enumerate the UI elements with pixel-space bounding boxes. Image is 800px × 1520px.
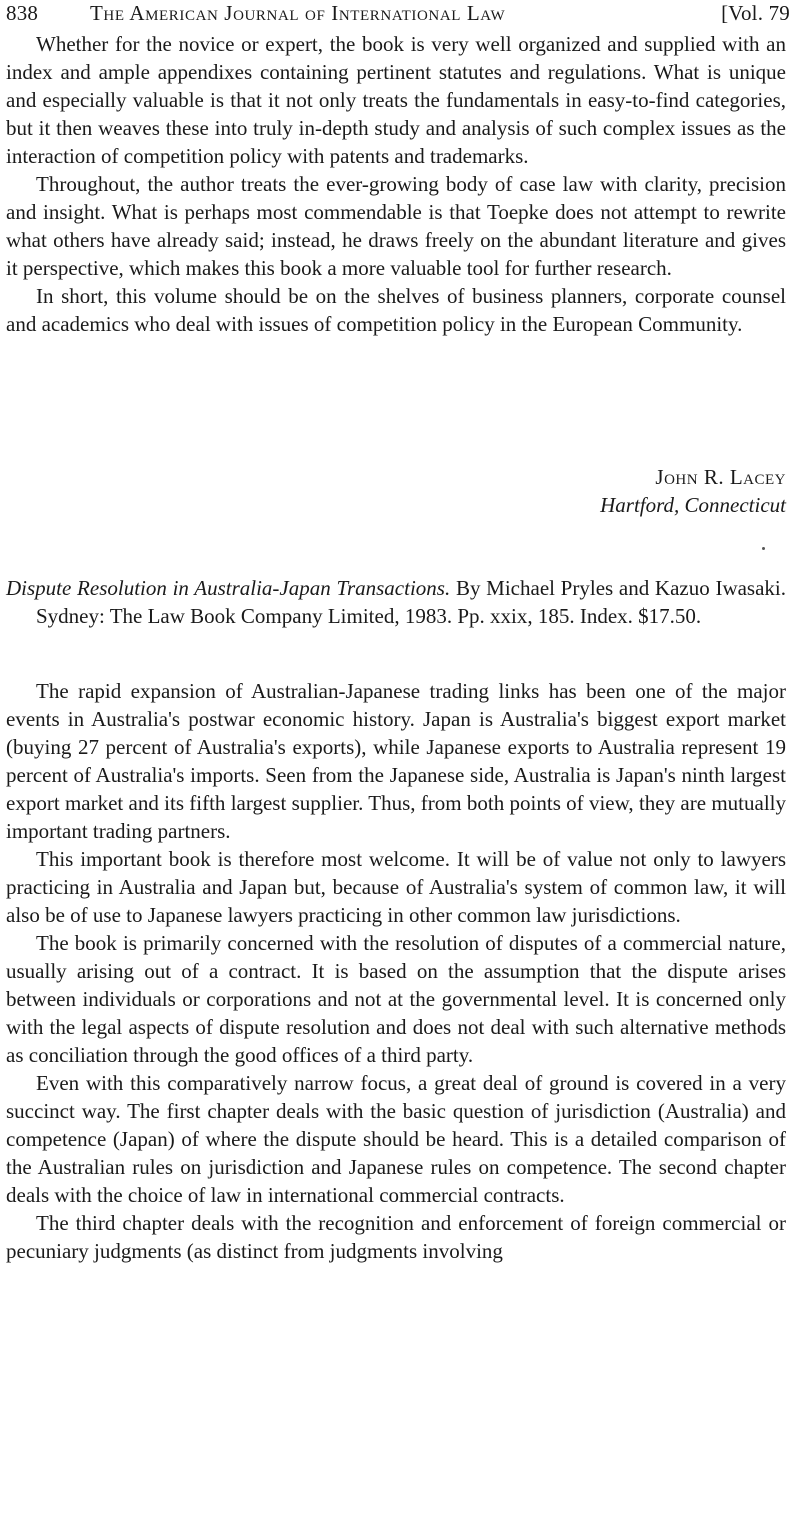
- print-speck: [762, 547, 765, 550]
- book-citation: [6, 574, 786, 630]
- book-title: Dispute Resolution in Australia-Japan Transactions.: [6, 576, 451, 600]
- review1-body: [6, 30, 786, 338]
- book-details: By Michael Pryles and Kazuo Iwasaki. Sydney: The Law Book Company Limited, 1983. Pp. xxix, 185. Index. $17.50.: [36, 576, 787, 628]
- running-head: [6, 0, 796, 26]
- review2-body: [6, 677, 786, 1265]
- review2-paragraph: The rapid expansion of Australian-Japanese trading links has been one of the major events in Australia's postwar economic history. Japan is Australia's biggest export market (buying 27 percent of Australia's exports), while Japanese exports to Australia represent 19 percent of Australia's imports. Seen from the Japanese side, Australia is Japan's ninth largest export market and its fifth largest supplier. Thus, from both points of view, they are mutually important trading partners.: [6, 679, 786, 843]
- page-number: 838: [6, 1, 39, 25]
- reviewer-name: John R. Lacey: [655, 465, 786, 489]
- reviewer-signature: [386, 463, 786, 519]
- review2-paragraph: Even with this comparatively narrow focus, a great deal of ground is covered in a very succinct way. The first chapter deals with the basic question of jurisdiction (Australia) and competence (Japan) of where the dispute should be heard. This is a detailed comparison of the Australian rules on jurisdiction and Japanese rules on competence. The second chapter deals with the choice of law in international commercial contracts.: [6, 1071, 786, 1207]
- review1-paragraph: Whether for the novice or expert, the book is very well organized and supplied with an index and ample appendixes containing pertinent statutes and regulations. What is unique and especially valuable is that it not only treats the fundamentals in easy-to-find categories, but it then weaves these into truly in-depth study and analysis of such complex issues as the interaction of competition policy with patents and trademarks.: [6, 32, 786, 168]
- review1-paragraph: In short, this volume should be on the shelves of business planners, corporate counsel and academics who deal with issues of competition policy in the European Community.: [6, 284, 786, 336]
- reviewer-location: Hartford, Connecticut: [600, 493, 786, 517]
- review2-paragraph: The third chapter deals with the recognition and enforcement of foreign commercial or pecuniary judgments (as distinct from judgments involving: [6, 1211, 786, 1263]
- journal-title: The American Journal of International Law: [90, 1, 506, 25]
- volume-label: [Vol. 79: [721, 1, 790, 25]
- review1-paragraph: Throughout, the author treats the ever-growing body of case law with clarity, precision and insight. What is perhaps most commendable is that Toepke does not attempt to rewrite what others have already said; instead, he draws freely on the abundant literature and gives it perspective, which makes this book a more valuable tool for further research.: [6, 172, 786, 280]
- review2-paragraph: This important book is therefore most welcome. It will be of value not only to lawyers practicing in Australia and Japan but, because of Australia's system of common law, it will also be of use to Japanese lawyers practicing in other common law jurisdictions.: [6, 847, 786, 927]
- review2-paragraph: The book is primarily concerned with the resolution of disputes of a commercial nature, usually arising out of a contract. It is based on the assumption that the dispute arises between individuals or corporations and not at the governmental level. It is concerned only with the legal aspects of dispute resolution and does not deal with such alternative methods as conciliation through the good offices of a third party.: [6, 931, 786, 1067]
